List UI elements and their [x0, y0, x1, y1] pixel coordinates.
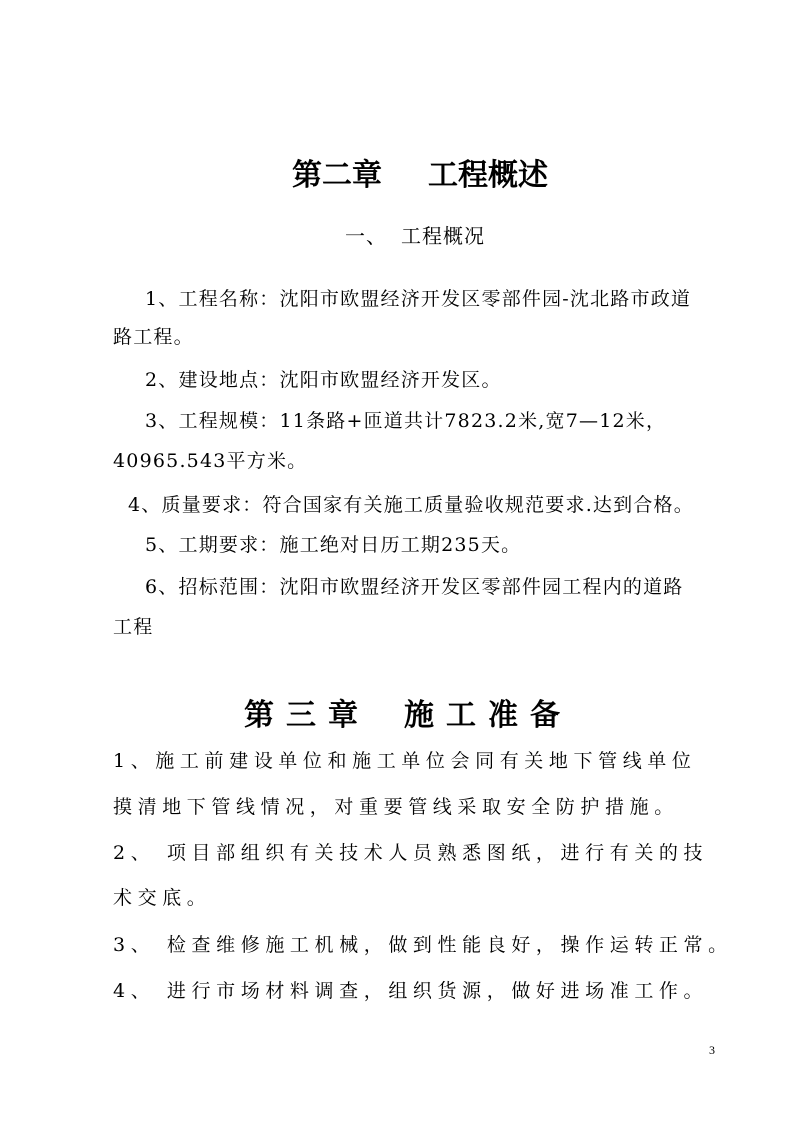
page-number: 3 [709, 1043, 715, 1057]
item-2: 2、建设地点：沈阳市欧盟经济开发区。 [145, 369, 502, 391]
chapter-2-title [292, 150, 548, 194]
prep-item-3: 3、 检查维修施工机械，做到性能良好，操作运转正常。 [113, 934, 733, 956]
item-6-line-2: 工程 [113, 616, 154, 638]
prep-item-1-line-1: 1、施工前建设单位和施工单位会同有关地下管线单位 [113, 750, 697, 772]
section-number: 一、 [345, 224, 387, 248]
section-title: 工程概况 [401, 224, 485, 248]
item-1-line-1: 1、工程名称：沈阳市欧盟经济开发区零部件园-沈北路市政道 [145, 288, 692, 310]
chapter-3-number: 第三章 [244, 698, 370, 733]
item-6-line-1: 6、招标范围：沈阳市欧盟经济开发区零部件园工程内的道路 [145, 576, 684, 598]
chapter-2-name: 工程概述 [428, 158, 548, 193]
item-3-line-2: 40965.543平方米。 [113, 450, 308, 472]
prep-item-2-line-1: 2、 项目部组织有关技术人员熟悉图纸，进行有关的技 [113, 842, 709, 864]
chapter-2-number: 第二章 [292, 158, 382, 193]
prep-item-4: 4、 进行市场材料调查，组织货源，做好进场准工作。 [113, 980, 709, 1002]
item-4: 4、质量要求：符合国家有关施工质量验收规范要求.达到合格。 [128, 494, 694, 516]
prep-item-2-line-2: 术交底。 [113, 887, 212, 909]
chapter-3-name: 施工准备 [404, 698, 572, 733]
chapter-3-title [244, 690, 572, 734]
item-5: 5、工期要求：施工绝对日历工期235天。 [145, 534, 522, 556]
section-heading [345, 220, 485, 249]
prep-item-1-line-2: 摸清地下管线情况，对重要管线采取安全防护措施。 [113, 796, 679, 818]
item-1-line-2: 路工程。 [113, 326, 194, 348]
item-3-line-1: 3、工程规模：11条路+匝道共计7823.2米,宽7—12米， [145, 410, 667, 432]
